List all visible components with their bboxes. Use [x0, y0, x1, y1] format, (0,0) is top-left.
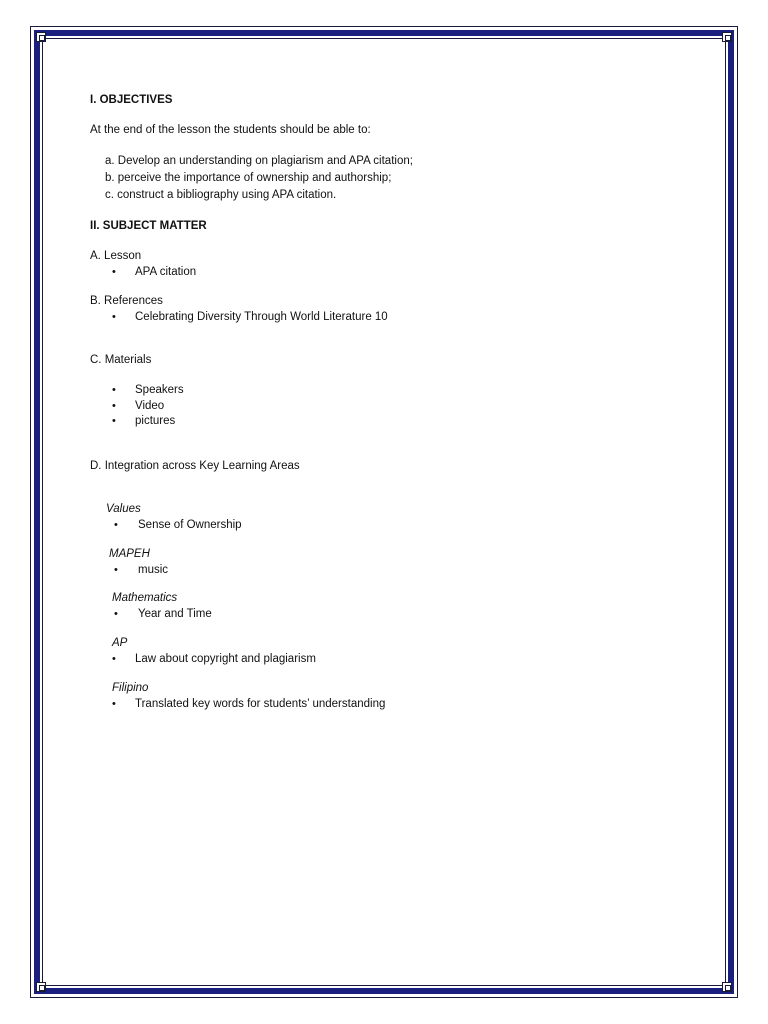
bullet-icon: •	[114, 608, 118, 620]
bullet-icon: •	[112, 415, 116, 427]
bullet-icon: •	[112, 384, 116, 396]
list-item: • Law about copyright and plagiarism	[112, 653, 316, 665]
integration-subject: Mathematics	[112, 592, 178, 604]
list-item: • music	[114, 564, 169, 576]
list-item: • Speakers	[112, 384, 184, 396]
objectives-intro: At the end of the lesson the students should be able to:	[90, 124, 371, 136]
bullet-icon: •	[112, 311, 116, 323]
list-item: • Video	[112, 400, 165, 412]
bullet-icon: •	[112, 266, 116, 278]
references-label: B. References	[90, 295, 163, 307]
bullet-icon: •	[114, 519, 118, 531]
bullet-icon: •	[112, 653, 116, 665]
lesson-label: A. Lesson	[90, 250, 142, 262]
border-corner-bottom-right	[722, 982, 732, 992]
objective-item: a. Develop an understanding on plagiarism and APA citation;	[105, 155, 413, 167]
list-item: • pictures	[112, 415, 176, 427]
integration-subject: AP	[112, 637, 128, 649]
list-item: • Translated key words for students’ understanding	[112, 698, 386, 710]
integration-subject: MAPEH	[109, 548, 150, 560]
border-corner-top-right	[722, 32, 732, 42]
integration-label: D. Integration across Key Learning Areas	[90, 460, 300, 472]
list-item: • Year and Time	[114, 608, 212, 620]
list-item: • Sense of Ownership	[114, 519, 242, 531]
materials-label: C. Materials	[90, 354, 152, 366]
border-corner-bottom-left	[36, 982, 46, 992]
bullet-icon: •	[114, 564, 118, 576]
border-corner-top-left	[36, 32, 46, 42]
list-item: • Celebrating Diversity Through World Literature 10	[112, 311, 388, 323]
integration-subject: Values	[106, 503, 141, 515]
objectives-heading: I. OBJECTIVES	[90, 94, 173, 106]
objective-item: c. construct a bibliography using APA citation.	[105, 189, 337, 201]
subject-matter-heading: II. SUBJECT MATTER	[90, 220, 207, 232]
bullet-icon: •	[112, 698, 116, 710]
list-item: • APA citation	[112, 266, 197, 278]
objective-item: b. perceive the importance of ownership and authorship;	[105, 172, 392, 184]
integration-subject: Filipino	[112, 682, 149, 694]
bullet-icon: •	[112, 400, 116, 412]
